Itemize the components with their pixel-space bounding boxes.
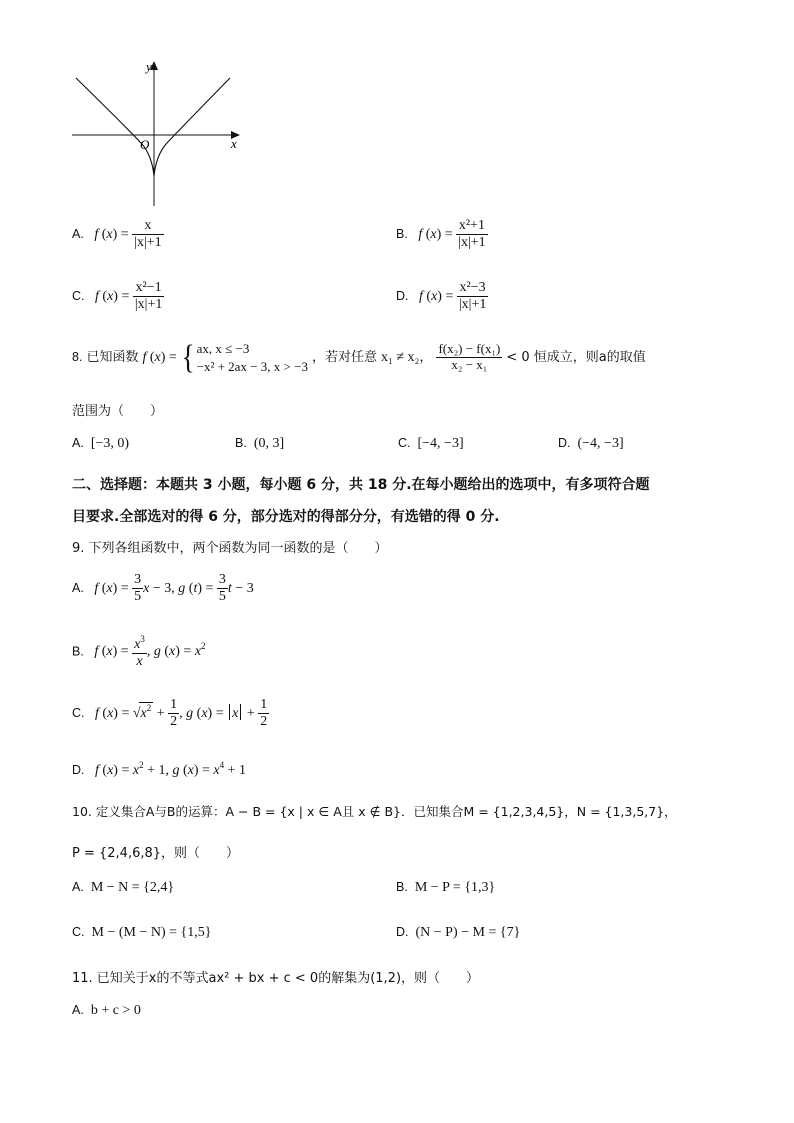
x-axis-label: x xyxy=(231,136,237,151)
q7-option-d[interactable]: D. f (x) = $\frac{\text{x²−3}}{|x|+1}$ xyxy=(396,280,487,313)
q8-option-b[interactable]: B. (0, 3] xyxy=(235,436,285,451)
option-letter: A. xyxy=(72,226,84,241)
curve-left xyxy=(76,78,154,176)
function-graph xyxy=(70,58,250,208)
q8-stem: 8. 已知函数 f (x) = { ax, x ≤ −3 −x² + 2ax − 3, x > −3 ，若对任意 x₁ ≠ x₂， $\frac{\text{f(x₂) − f(x₁)}}{\text{x₂ − x₁}}$ < 0 恒成立，则a的取值 xyxy=(72,338,646,376)
q11-option-a[interactable]: A. b + c > 0 xyxy=(72,1003,141,1018)
q9-option-b[interactable]: B. f (x) = $\frac{x^3}{x}$ , g $(x) = x^2$ xyxy=(72,634,206,670)
q11-stem: 11. 已知关于x的不等式ax² + bx + c < 0的解集为(1,2)，则（ ） xyxy=(72,971,480,986)
q9-option-d[interactable]: D. f $(x) = x^2 + 1$, g $(x) = x^4 + 1$ xyxy=(72,760,247,778)
q7-option-c[interactable]: C. f (x) = $\frac{\text{x²−1}}{|x|+1}$ xyxy=(72,280,163,313)
q10-option-a[interactable]: A. M − N = {2,4} xyxy=(72,880,175,895)
option-letter: D. xyxy=(396,288,409,303)
q8-cond-math: x₁ ≠ x₂ xyxy=(380,350,420,366)
q8-intro: 已知函数 xyxy=(86,350,139,366)
q9-option-c[interactable]: C. f $(x) = √x^2$ + $\frac{1}{2}$ , g (x) = x + $\frac{1}{2}$ xyxy=(72,697,268,730)
piecewise: ax, x ≤ −3 −x² + 2ax − 3, x > −3 xyxy=(196,341,308,374)
y-axis-label: y xyxy=(146,59,152,74)
q10-stem-line1: 10. 定义集合A与B的运算：A − B = {x | x ∈ A且 x ∉ B}．已知集合M = {1,2,3,4,5}，N = {1,3,5,7}， xyxy=(72,804,677,819)
q8-stem-line2: 范围为（ ） xyxy=(72,404,164,419)
option-letter: C. xyxy=(72,288,85,303)
option-letter: B. xyxy=(396,226,408,241)
q8-option-d[interactable]: D. (−4, −3] xyxy=(558,436,624,451)
fraction: $\frac{\text{x²+1}}{|x|+1}$ xyxy=(458,218,486,251)
q10-stem-line2: P = {2,4,6,8}，则（ ） xyxy=(72,846,240,861)
q8-option-c[interactable]: C. [−4, −3] xyxy=(398,436,464,451)
fraction: $\frac{\text{x²−3}}{|x|+1}$ xyxy=(458,280,487,313)
q9-stem: 9. 下列各组函数中，两个函数为同一函数的是（ ） xyxy=(72,541,388,556)
q9-option-a[interactable]: A. f (x) = $\frac{3}{5}$ x − 3, g (t) = $\frac{3}{5}$ t − 3 xyxy=(72,572,254,605)
brace: { xyxy=(181,338,195,376)
section-heading-line2: 目要求.全部选对的得 6 分，部分选对的得部分分，有选错的得 0 分. xyxy=(72,509,500,525)
question-number: 8. xyxy=(72,350,83,365)
section-heading-line1: 二、选择题：本题共 3 小题，每小题 6 分，共 18 分.在每小题给出的选项中，有多项符合题 xyxy=(72,477,650,493)
q10-option-d[interactable]: D. (N − P) − M = {7} xyxy=(396,925,521,940)
difference-quotient: $\frac{\text{f(x₂) − f(x₁)}}{\text{x₂ − x₁}}$ xyxy=(438,341,501,373)
q10-option-b[interactable]: B. M − P = {1,3} xyxy=(396,880,496,895)
q10-option-c[interactable]: C. M − (M − N) = {1,5} xyxy=(72,925,212,940)
origin-label: O xyxy=(140,137,150,152)
fraction: $\frac{\text{x²−1}}{|x|+1}$ xyxy=(134,280,163,313)
fraction: $\frac{x}{|x|+1}$ xyxy=(134,218,162,251)
q7-option-b[interactable]: B. f (x) = $\frac{\text{x²+1}}{|x|+1}$ xyxy=(396,218,486,251)
q7-option-a[interactable]: A. f (x) = $\frac{x}{|x|+1}$ xyxy=(72,218,162,251)
curve-right xyxy=(154,78,230,176)
q8-tail: < 0 恒成立，则a的取值 xyxy=(506,350,646,366)
q8-option-a[interactable]: A. [−3, 0) xyxy=(72,436,130,451)
